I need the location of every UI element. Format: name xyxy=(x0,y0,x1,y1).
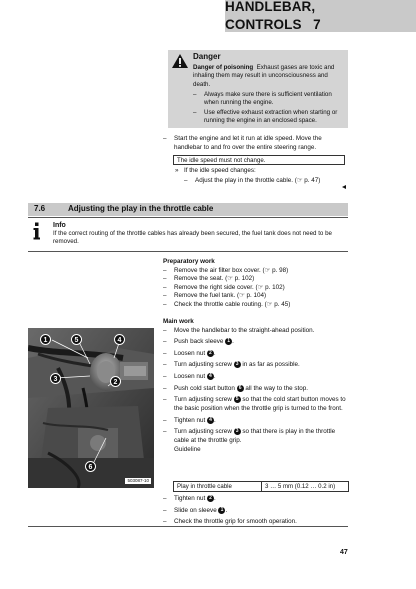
page-ref[interactable]: p. 102 xyxy=(265,283,283,291)
danger-lead-text: Exhaust gases are toxic and inhaling them may result in unconsciousness and death. xyxy=(193,64,335,88)
list-item: – Loosen nut 4 . xyxy=(163,373,216,381)
danger-item: – Use effective exhaust extraction when starting or running the engine in an enclosed space. xyxy=(193,108,338,125)
throttle-photo xyxy=(28,328,154,488)
danger-body xyxy=(193,64,343,126)
callout-badge: 1 xyxy=(218,507,225,514)
danger-title: Danger xyxy=(193,52,221,61)
list-item: – Push back sleeve 1 . xyxy=(163,338,234,346)
photo-id: 503087-10 xyxy=(124,477,152,485)
book-icon: ☞ xyxy=(264,266,271,274)
guideline-name: Play in throttle cable xyxy=(174,482,262,491)
list-item: – Remove the air filter box cover. (☞ p. 98) xyxy=(163,266,289,274)
callout-badge: 6 xyxy=(237,385,244,392)
main-work xyxy=(163,318,351,455)
guideline-value: 3 … 5 mm (0.12 … 0.2 in) xyxy=(265,483,336,490)
page-number: 47 xyxy=(340,549,348,556)
end-of-procedure-icon xyxy=(342,185,346,189)
list-item: – Turn adjusting screw 3 in as far as possible. xyxy=(163,361,300,369)
list-item: – Tighten nut 2 . xyxy=(163,495,216,503)
book-icon: ☞ xyxy=(239,292,245,299)
chapter-title-text: HANDLEBAR, CONTROLS xyxy=(225,0,316,32)
list-item: – Loosen nut 2 . xyxy=(163,349,216,357)
danger-lead xyxy=(193,64,343,89)
chapter-header xyxy=(225,0,416,32)
sub-step: – Adjust the play in the throttle cable. (☞ p. 47) xyxy=(184,176,321,184)
chapter-number: 7 xyxy=(313,17,321,32)
callout-badge: 5 xyxy=(234,396,241,403)
section-heading xyxy=(28,203,348,216)
info-title: Info xyxy=(53,222,66,229)
callout-badge: 2 xyxy=(207,350,214,357)
page-ref[interactable]: p. 102 xyxy=(234,275,253,282)
danger-item: – Always make sure there is sufficient ventilation when running the engine. xyxy=(193,91,332,107)
preparatory-heading: Preparatory work xyxy=(163,258,215,265)
list-item: – Turn adjusting screw 3 so that there is play in the throttle cable at the throttle grip. xyxy=(163,428,336,444)
list-item: – Remove the fuel tank. (☞ p. 104) xyxy=(163,292,267,299)
page-ref[interactable]: p. 104 xyxy=(246,292,265,299)
list-item: – Push cold start button 6 all the way to the stop. xyxy=(163,384,309,392)
page-ref[interactable]: p. 98 xyxy=(272,266,287,274)
list-item: – Check the throttle grip for smooth operation. xyxy=(163,518,297,526)
bottom-rule xyxy=(28,526,348,527)
guideline-table xyxy=(173,481,349,492)
callout-badge: 1 xyxy=(225,338,232,345)
callout-badge: 3 xyxy=(234,361,241,368)
info-rule xyxy=(28,251,348,252)
page-ref[interactable]: p. 47 xyxy=(304,176,319,184)
callout-6: 6 xyxy=(85,461,96,472)
main-heading: Main work xyxy=(163,318,194,325)
info-icon xyxy=(32,222,42,240)
callout-2: 2 xyxy=(110,376,121,387)
book-icon: ☞ xyxy=(227,275,233,282)
callout-4: 4 xyxy=(114,334,125,345)
callout-badge: 2 xyxy=(207,495,214,502)
callout-5: 5 xyxy=(71,334,82,345)
book-icon: ☞ xyxy=(266,300,273,308)
info-text: If the correct routing of the throttle cables has already been secured, the fuel tank does not need to be removed. xyxy=(53,230,332,246)
callout-badge: 4 xyxy=(207,417,214,424)
section-title: Adjusting the play in the throttle cable xyxy=(68,204,214,214)
preparatory-work xyxy=(163,258,348,309)
warning-icon xyxy=(171,53,189,69)
page-ref[interactable]: p. 45 xyxy=(274,300,289,308)
callout-1: 1 xyxy=(40,334,51,345)
callout-3: 3 xyxy=(50,373,61,384)
if-condition: » If the idle speed changes: – Adjust the play in the throttle cable. (☞ p. 47) xyxy=(175,167,345,185)
danger-lead-bold: Danger of poisoning xyxy=(193,64,254,71)
section-rule xyxy=(28,217,348,218)
list-item: – Slide on sleeve 1 . xyxy=(163,506,228,514)
list-item: – Tighten nut 4 . xyxy=(163,416,216,424)
condition-box: The idle speed must not change. xyxy=(173,155,345,165)
callout-badge: 3 xyxy=(234,428,241,435)
guideline-label: Guideline xyxy=(174,446,201,454)
section-number: 7.6 xyxy=(34,204,46,214)
list-item: – Turn adjusting screw 5 so that the cold start button moves to the basic position when the throttle grip is turned to the front. xyxy=(163,396,346,413)
book-icon: ☞ xyxy=(296,176,303,184)
book-icon: ☞ xyxy=(257,283,264,291)
callout-badge: 4 xyxy=(207,373,214,380)
step-start-engine: – Start the engine and let it run at idle speed. Move the handlebar to and fro over the entire steering range. xyxy=(163,135,322,151)
chapter-title xyxy=(225,0,404,34)
main-work-after xyxy=(163,495,351,527)
list-item: – Move the handlebar to the straight-ahead position. xyxy=(163,326,315,334)
list-item: – Remove the seat. (☞ p. 102) xyxy=(163,275,255,282)
list-item: – Remove the right side cover. (☞ p. 102) xyxy=(163,283,285,291)
list-item: – Check the throttle cable routing. (☞ p. 45) xyxy=(163,300,291,308)
